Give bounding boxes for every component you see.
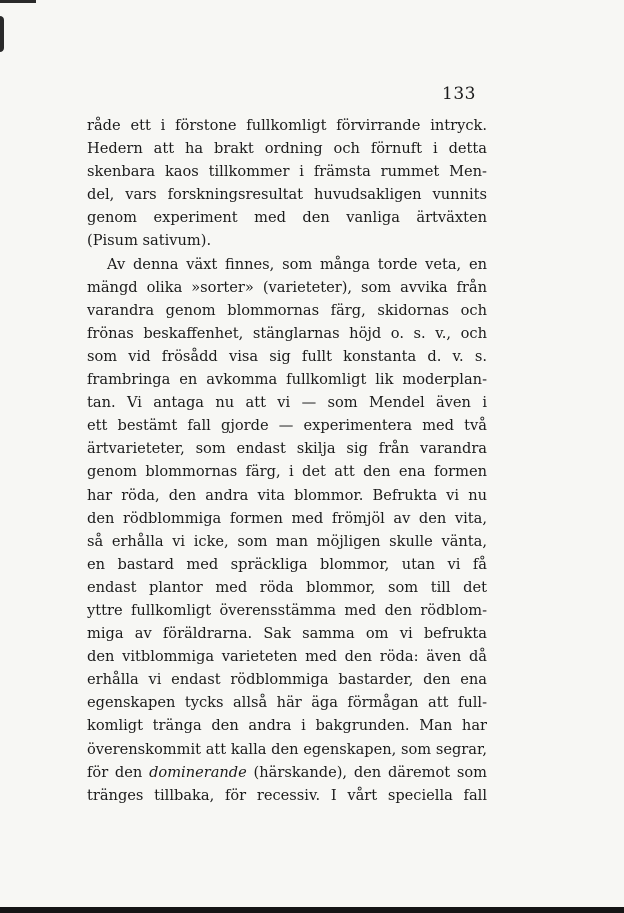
text-line: del, vars forskningsresultat huvudsakligen vunnits	[87, 186, 487, 204]
scan-edge-mark-left	[0, 16, 4, 52]
text-line: komligt tränga den andra i bakgrunden. Man har	[87, 717, 487, 735]
text-line: råde ett i förstone fullkomligt förvirrande intryck.	[87, 117, 487, 134]
text-line: mängd olika »sorter» (varieteter), som avvika från	[87, 278, 487, 296]
text-run: för den	[87, 763, 150, 781]
text-line: ärtvarieteter, som endast skilja sig från varandra	[87, 440, 487, 458]
text-line: ett bestämt fall gjorde — experimentera med två	[87, 417, 487, 435]
text-line: så erhålla vi icke, som man möjligen skulle vänta,	[87, 532, 487, 550]
text-line: miga av föräldrarna. Sak samma om vi befrukta	[87, 625, 487, 643]
scan-edge-mark-top	[0, 0, 36, 3]
text-line: varandra genom blommornas färg, skidornas och	[87, 301, 487, 319]
text-run: (härskande), den däremot som	[246, 763, 487, 781]
text-line: yttre fullkomligt överensstämma med den rödblom-	[87, 601, 487, 619]
text-line: endast plantor med röda blommor, som till det	[87, 578, 487, 596]
text-line: en bastard med spräckliga blommor, utan vi få	[87, 555, 487, 573]
body-text	[87, 114, 487, 807]
page-number: 133	[442, 84, 476, 104]
text-line: genom blommornas färg, i det att den ena formen	[87, 463, 487, 481]
text-line	[87, 761, 487, 784]
text-line: den vitblommiga varieteten med den röda: även då	[87, 648, 487, 666]
text-line: skenbara kaos tillkommer i främsta rummet Men-	[87, 163, 487, 181]
text-line: frönas beskaffenhet, stänglarnas höjd o. s. v., och	[87, 324, 487, 342]
text-line: genom experiment med den vanliga ärtväxten	[87, 209, 487, 227]
text-line: egenskapen tycks allså här äga förmågan att full-	[87, 694, 487, 712]
text-line: frambringa en avkomma fullkomligt lik moderplan-	[87, 371, 487, 389]
text-line: Hedern att ha brakt ordning och förnuft i detta	[87, 140, 487, 158]
text-line: överenskommit att kalla den egenskapen, som segrar,	[87, 740, 487, 758]
text-line: tränges tillbaka, för recessiv. I vårt speciella fall	[87, 786, 487, 804]
text-line: erhålla vi endast rödblommiga bastarder, den ena	[87, 671, 487, 689]
text-line: har röda, den andra vita blommor. Befrukta vi nu	[87, 486, 487, 504]
text-line: som vid frösådd visa sig fullt konstanta d. v. s.	[87, 347, 487, 365]
text-line: (Pisum sativum).	[87, 232, 212, 250]
emphasized-term: dominerande	[149, 763, 247, 781]
text-line: den rödblommiga formen med frömjöl av den vita,	[87, 509, 487, 527]
scan-edge-bottom	[0, 907, 624, 913]
text-line: tan. Vi antaga nu att vi — som Mendel även i	[87, 394, 487, 412]
text-line: Av denna växt finnes, som många torde veta, en	[107, 255, 487, 273]
